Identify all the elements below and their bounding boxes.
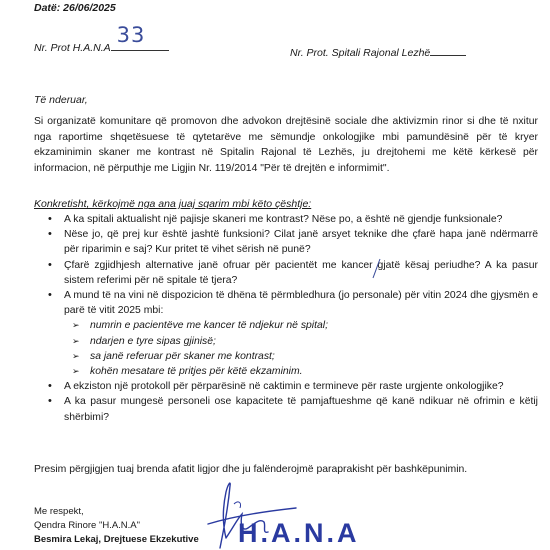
handwritten-protocol-number: 33 (116, 23, 146, 47)
sub-item: ➢ numrin e pacientëve me kancer të ndjekur në spital; (64, 318, 538, 333)
list-item-text: A mund të na vini në dispozicion të dhëna të përmbledhura (jo personale) për vitin 2024 dhe gjysmën e parë të vitit 2025 mbi: (64, 290, 538, 317)
signer-name: Besmira Lekaj, Drejtuese Ekzekutive (34, 534, 199, 545)
protocol-label-hospital: Nr. Prot. Spitali Rajonal Lezhë (290, 47, 431, 59)
letter-date: Datë: 26/06/2025 (34, 2, 116, 14)
list-item: • Çfarë zgjidhjesh alternative janë ofruar për pacientët me kancer gjatë kësaj periudhe? A ka pasur sistem referimi për në spitale të tjera? (34, 258, 538, 288)
list-item: • A ekziston një protokoll për përparësinë në caktimin e termineve për raste urgjente onkologjike? (34, 379, 538, 394)
protocol-label-hana: Nr. Prot H.A.N.A (34, 42, 111, 54)
list-item: • A ka pasur mungesë personeli ose kapacitete të pamjaftueshme që kanë ndikuar në ofrimin e këtij shërbimi? (34, 394, 538, 424)
intro-paragraph: Si organizatë komunitare që promovon dhe advokon drejtësinë sociale dhe aktivizmin rinor si dhe të nxitur nga raportime shqetësuese të qytetarëve me sëmundje onkologjike mbi pamundësinë për të kryer ekzaminimin skaner me kontrast në Spitalin Rajonal të Lezhës, ju drejtohemi me këtë kërkesë për informacion, në përputhje me Ligjin Nr. 119/2014 "Për të drejtën e informimit". (34, 116, 538, 174)
sub-item: ➢ sa janë referuar për skaner me kontrast; (64, 349, 538, 364)
questions-heading: Konkretisht, kërkojmë nga ana juaj sqarim mbi këto çështje: (34, 198, 312, 210)
closing-paragraph: Presim përgjigjen tuaj brenda afatit ligjor dhe ju falënderojmë paraprakisht për bashkëpunimin. (34, 464, 468, 475)
questions-list (34, 212, 538, 425)
organization-name: Qendra Rinore "H.A.N.A" (34, 520, 141, 531)
sub-item: ➢ ndarjen e tyre sipas gjinisë; (64, 334, 538, 349)
protocol-blank-hospital (430, 46, 466, 56)
signoff-block (34, 505, 199, 547)
organization-seal: H.A.N.A (238, 518, 360, 548)
protocol-number-hospital (290, 46, 466, 59)
protocol-blank-hana (111, 23, 169, 51)
list-item: • A ka spitali aktualisht një pajisje skaneri me kontrast? Nëse po, a është në gjendje funksionale? (34, 212, 538, 227)
pen-mark-icon (370, 258, 384, 280)
list-item: • Nëse jo, që prej kur është jashtë funksioni? Cilat janë arsyet teknike dhe çfarë hapa janë ndërmarrë për riparimin e saj? Kur pritet të vihet sërish në punë? (34, 227, 538, 257)
protocol-number-hana (34, 23, 169, 54)
salutation: Të nderuar, (34, 94, 88, 106)
sub-items-list (64, 318, 538, 379)
list-item-with-subitems (34, 288, 538, 379)
regards-text: Me respekt, (34, 506, 84, 517)
sub-item: ➢ kohën mesatare të pritjes për këtë ekzaminim. (64, 364, 538, 379)
